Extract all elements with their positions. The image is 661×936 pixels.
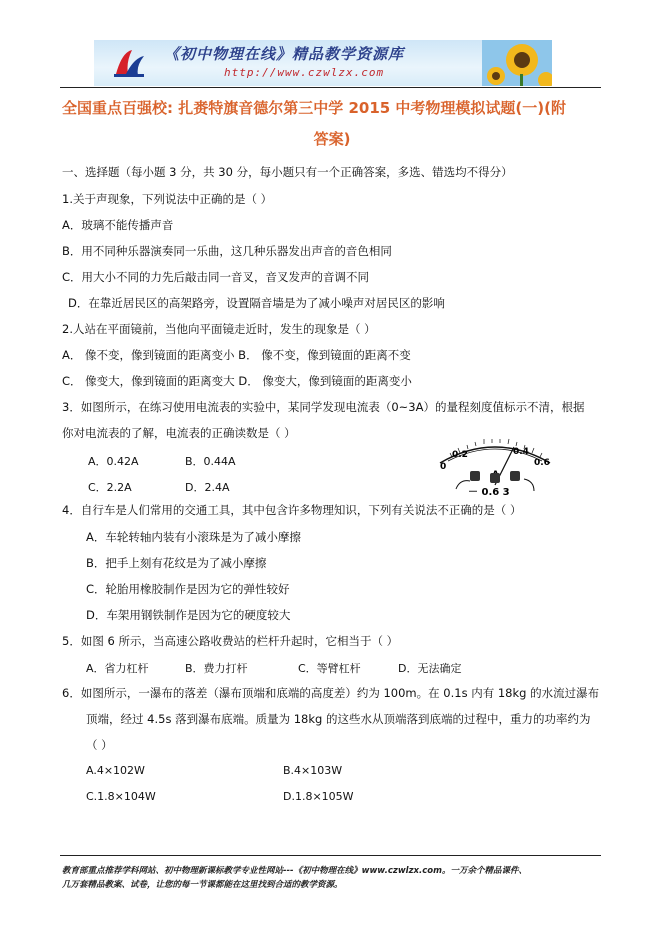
scale-label-2: 0.4 (513, 447, 529, 457)
q3-option-c: C．2.2A (88, 481, 132, 494)
q3-option-a: A．0.42A (88, 455, 139, 468)
q2-stem: 2.人站在平面镜前，当他向平面镜走近时，发生的现象是（ ） (62, 322, 376, 336)
q1-option-c: C．用大小不同的力先后敲击同一音叉，音叉发声的音调不同 (62, 270, 370, 284)
q6-stem-line3: （ ） (86, 738, 113, 752)
q6-stem-line2: 顶端，经过 4.5s 落到瀑布底端。质量为 18kg 的这些水从顶端落到底端的过程中，重力的功率约为 (86, 712, 591, 726)
q3-stem-line2: 你对电流表的了解，电流表的正确读数是（ ） (62, 426, 296, 440)
header-divider (60, 87, 601, 88)
q4-option-a: A．车轮转轴内装有小滚珠是为了减小摩擦 (86, 530, 301, 544)
footer-divider (60, 855, 601, 856)
q5-option-c: C．等臂杠杆 (298, 662, 361, 675)
document-title-line2: 答案) (313, 130, 351, 148)
q1-option-d: D．在靠近居民区的高架路旁，设置隔音墙是为了减小噪声对居民区的影响 (68, 296, 445, 310)
q1-option-a: A．玻璃不能传播声音 (62, 218, 174, 232)
q5-option-d: D．无法确定 (398, 662, 462, 675)
q4-option-d: D．车架用钢铁制作是因为它的硬度较大 (86, 608, 291, 622)
ammeter-figure (430, 433, 560, 501)
header-banner (94, 40, 552, 86)
banner-url[interactable]: http://www.czwlzx.com (224, 66, 385, 79)
q2-options-cd: C． 像变大，像到镜面的距离变大 D． 像变大，像到镜面的距离变小 (62, 374, 412, 388)
q6-option-c: C.1.8×104W (86, 790, 156, 803)
site-logo-icon (112, 48, 146, 78)
footer-line1: 教育部重点推荐学科网站、初中物理新课标教学专业性网站---《初中物理在线》www.czwlzx.com。一万余个精品课件、 (62, 866, 527, 876)
q6-option-d: D.1.8×105W (283, 790, 354, 803)
sunflower-icon (482, 40, 552, 86)
q4-option-b: B．把手上刻有花纹是为了减小摩擦 (86, 556, 267, 570)
q3-option-d: D．2.4A (185, 481, 230, 494)
q2-options-ab: A． 像不变，像到镜面的距离变小 B． 像不变，像到镜面的距离不变 (62, 348, 411, 362)
scale-label-1: 0.2 (452, 450, 468, 460)
q5-stem: 5．如图 6 所示，当高速公路收费站的栏杆升起时，它相当于（ ） (62, 634, 399, 648)
section-heading: 一、选择题（每小题 3 分，共 30 分，每小题只有一个正确答案，多选、错选均不得分） (62, 165, 513, 179)
q6-option-a: A.4×102W (86, 764, 145, 777)
document-title-line1: 全国重点百强校: 扎赉特旗音德尔第三中学 2015 中考物理模拟试题(一)(附 (62, 99, 566, 117)
q1-option-b: B．用不同种乐器演奏同一乐曲，这几种乐器发出声音的音色相同 (62, 244, 392, 258)
q5-option-a: A．省力杠杆 (86, 662, 149, 675)
scale-label-3: 0.6 (534, 458, 550, 468)
footer (62, 864, 602, 892)
terminal-labels: － 0.6 3 (468, 487, 510, 498)
q4-option-c: C．轮胎用橡胶制作是因为它的弹性较好 (86, 582, 290, 596)
scale-label-0: 0 (440, 462, 447, 472)
q6-option-b: B.4×103W (283, 764, 343, 777)
q3-option-b: B．0.44A (185, 455, 236, 468)
q5-option-b: B．费力打杆 (185, 662, 248, 675)
banner-title: 《初中物理在线》精品教学资源库 (164, 45, 405, 63)
footer-line2: 几万套精品教案、试卷，让您的每一节课都能在这里找到合适的教学资源。 (62, 880, 343, 890)
q1-stem: 1.关于声现象，下列说法中正确的是（ ） (62, 192, 273, 206)
q3-stem-line1: 3．如图所示，在练习使用电流表的实验中，某同学发现电流表（0~3A）的量程刻度值标示不清，根据 (62, 400, 585, 414)
q6-stem-line1: 6．如图所示，一瀑布的落差（瀑布顶端和底端的高度差）约为 100m。在 0.1s 内有 18kg 的水流过瀑布 (62, 686, 600, 700)
q4-stem: 4．自行车是人们常用的交通工具，其中包含许多物理知识，下列有关说法不正确的是（ ） (62, 503, 522, 517)
